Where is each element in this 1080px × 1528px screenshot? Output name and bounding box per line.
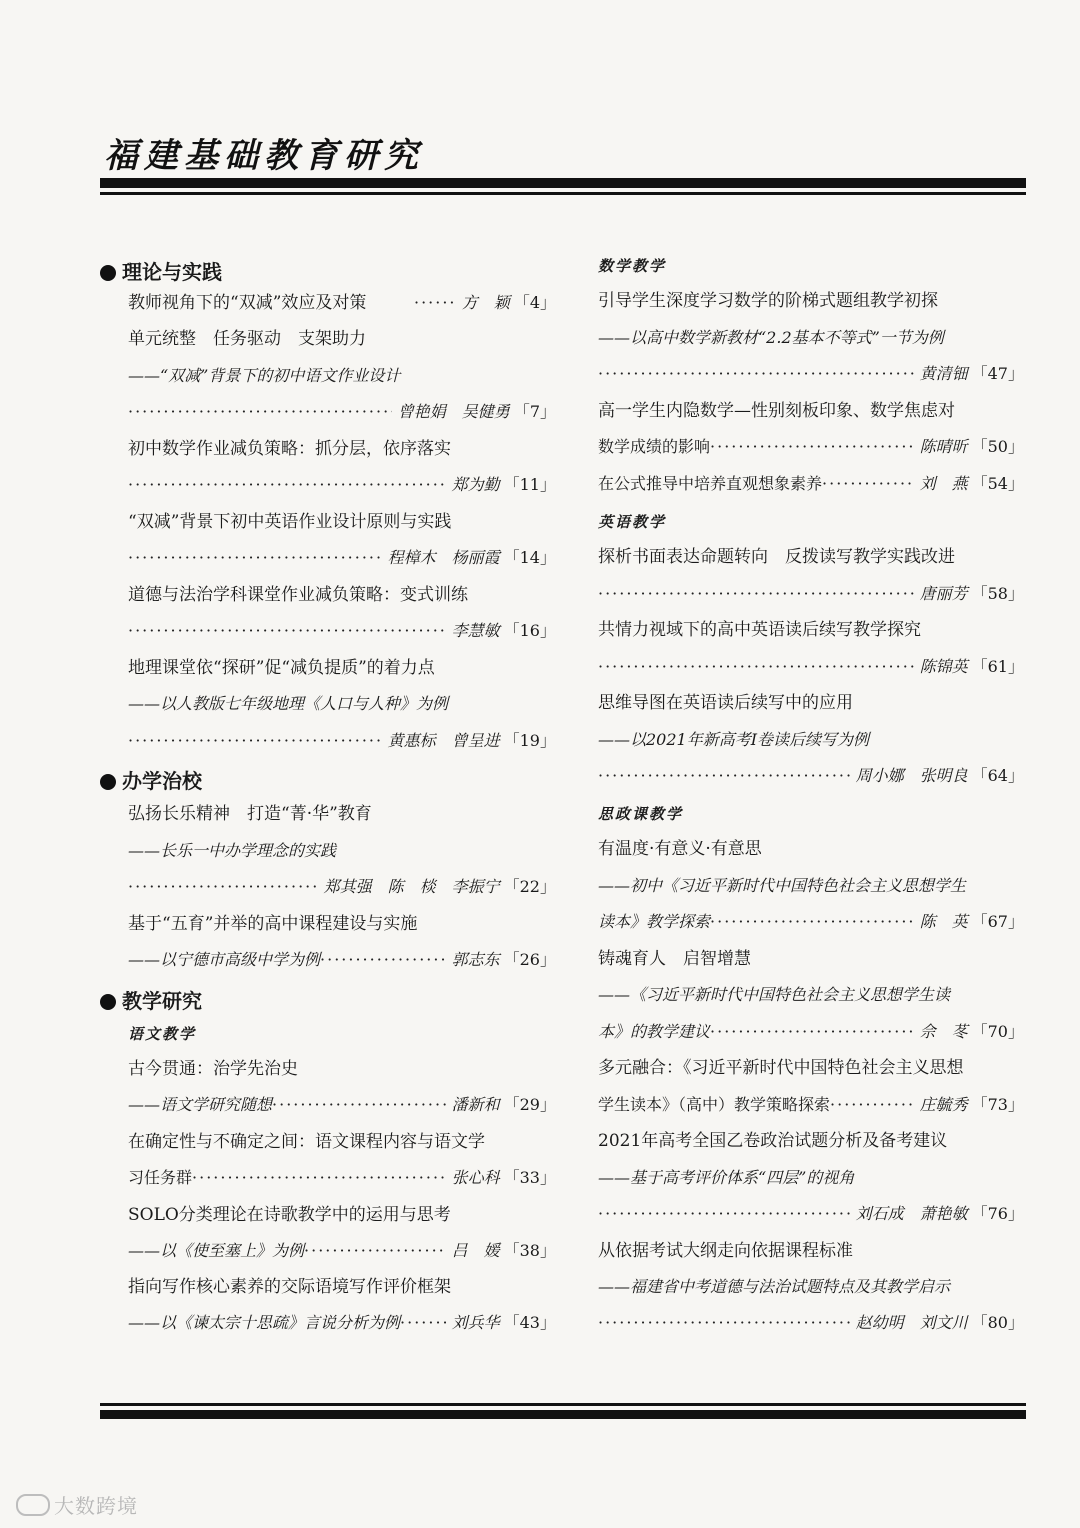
toc-title[interactable]: 从依据考试大纲走向依据课程标准 [598,1241,853,1261]
toc-title-continued: 学生读本》（高中）教学策略探索 [598,1095,831,1114]
toc-leader [128,547,556,569]
subsection-math: 数学教学 [598,257,667,275]
toc-author: 程樟木 杨丽霞 [387,548,500,567]
leader-dots [128,620,446,642]
toc-author: 郑为勤 [451,475,500,494]
bullet-icon [100,994,116,1010]
toc-title[interactable]: 地理课堂依“探研”促“减负提质”的着力点 [128,658,435,678]
toc-author: 唐丽芳 [919,584,968,603]
toc-subtitle: ——以人教版七年级地理《人口与人种》为例 [128,694,449,713]
header-rule-thin [100,192,1026,195]
leader-dots [128,401,392,423]
toc-subtitle: ——基于高考评价体系“四层”的视角 [598,1168,855,1187]
toc-page: 「50」 [971,437,1024,456]
leader-dots [598,583,914,605]
toc-title[interactable]: 基于“五育”并举的高中课程建设与实施 [128,914,418,934]
leader-dots [128,876,318,898]
leader-dots [710,1021,914,1043]
header-rule-thick [100,178,1026,188]
toc-subtitle-continued: 读本》教学探索 [598,912,711,931]
toc-leader [128,474,556,496]
toc-title[interactable]: 共情力视域下的高中英语读后续写教学探究 [598,620,921,640]
leader-dots [128,474,446,496]
toc-page: 「22」 [503,877,556,896]
toc-page: 「70」 [971,1022,1024,1041]
toc-leader [128,1094,556,1116]
toc-title[interactable]: 铸魂育人 启智增慧 [598,949,751,969]
toc-author: 刘 燕 [919,474,968,493]
toc-title[interactable]: 思维导图在英语读后续写中的应用 [598,693,853,713]
toc-author: 曾艳娟 吴健勇 [397,402,510,421]
toc-author: 张心科 [451,1168,500,1187]
bullet-icon [100,265,116,281]
toc-title[interactable]: 在公式推导中培养直观想象素养 [598,474,823,493]
toc-leader [128,401,556,423]
toc-author: 刘兵华 [451,1313,500,1332]
toc-author: 郭志东 [451,950,500,969]
toc-page: 「47」 [971,364,1024,383]
toc-title[interactable]: 引导学生深度学习数学的阶梯式题组教学初探 [598,291,938,311]
toc-title[interactable]: 在确定性与不确定之间：语文课程内容与语文学 [128,1132,485,1152]
toc-author: 赵幼明 刘文川 [855,1313,968,1332]
toc-leader [128,620,556,642]
toc-page: 「64」 [971,766,1024,785]
leader-dots [822,473,914,495]
toc-author: 周小娜 张明良 [855,766,968,785]
toc-leader [128,876,556,898]
bullet-icon [100,774,116,790]
toc-subtitle: ——“双减”背景下的初中语文作业设计 [128,366,401,385]
leader-dots [414,292,456,314]
toc-author: 黄清钿 [919,364,968,383]
toc-leader [598,1203,1024,1225]
section-theory-practice: 理论与实践 [100,256,222,285]
toc-title[interactable]: “双减”背景下初中英语作业设计原则与实践 [128,512,452,532]
toc-author: 黄惠标 曾呈进 [387,731,500,750]
toc-title-continued: 习任务群 [128,1168,193,1187]
toc-leader [598,1094,1024,1116]
footer-rule-thick [100,1410,1026,1419]
masthead-title: 福建基础教育研究 [104,136,424,176]
leader-dots [272,1094,446,1116]
toc-title[interactable]: 道德与法治学科课堂作业减负策略：变式训练 [128,585,468,605]
leader-dots [830,1094,914,1116]
footer-rule-thin [100,1403,1026,1406]
toc-author: 刘石成 萧艳敏 [855,1204,968,1223]
toc-title-continued: 数学成绩的影响 [598,437,711,456]
toc-leader [598,656,1024,678]
toc-leader [598,436,1024,458]
leader-dots [710,436,914,458]
toc-subtitle: ——以《谏太宗十思疏》言说分析为例 [128,1313,401,1332]
section-school-management: 办学治校 [100,765,202,794]
toc-title[interactable]: 古今贯通：治学先治史 [128,1059,298,1079]
leader-dots [598,1312,850,1334]
toc-page: 「4」 [513,293,556,312]
toc-title[interactable]: 探析书面表达命题转向 反拨读写教学实践改进 [598,547,955,567]
toc-leader [598,1312,1024,1334]
toc-subtitle: ——长乐一中办学理念的实践 [128,841,337,860]
toc-page: 「7」 [513,402,556,421]
toc-author: 陈 英 [919,912,968,931]
toc-author: 李慧敏 [451,621,500,640]
section-teaching-research: 教学研究 [100,985,202,1014]
toc-author: 潘新和 [451,1095,500,1114]
leader-dots [128,730,382,752]
toc-page: 「61」 [971,657,1024,676]
toc-title[interactable]: 单元统整 任务驱动 支架助力 [128,329,366,349]
toc-author: 吕 媛 [451,1241,500,1260]
toc-page: 「19」 [503,731,556,750]
leader-dots [598,765,850,787]
toc-leader [598,1021,1024,1043]
toc-page: 「16」 [503,621,556,640]
toc-subtitle: ——以2021年新高考Ⅰ卷读后续写为例 [598,730,870,749]
toc-page: 「73」 [971,1095,1024,1114]
toc-title[interactable]: 2021年高考全国乙卷政治试题分析及备考建议 [598,1131,948,1151]
leader-dots [192,1167,446,1189]
toc-leader [598,583,1024,605]
toc-title[interactable]: 高一学生内隐数学—性别刻板印象、数学焦虑对 [598,401,955,421]
toc-leader [128,1240,556,1262]
subsection-chinese: 语文教学 [128,1025,197,1043]
toc-page: 「29」 [503,1095,556,1114]
leader-dots [710,911,914,933]
toc-title[interactable]: 多元融合：《习近平新时代中国特色社会主义思想 [598,1058,964,1078]
toc-subtitle-continued: 本》的教学建议 [598,1022,711,1041]
toc-page: 「38」 [503,1241,556,1260]
toc-author: 佘 苳 [919,1022,968,1041]
toc-leader [598,473,1024,495]
toc-page: 「54」 [971,474,1024,493]
toc-author: 庄毓秀 [919,1095,968,1114]
toc-leader [128,730,556,752]
toc-page: 「14」 [503,548,556,567]
leader-dots [598,656,914,678]
toc-leader [128,949,556,971]
leader-dots [598,1203,850,1225]
toc-page: 「43」 [503,1313,556,1332]
toc-page: 「26」 [503,950,556,969]
leader-dots [128,547,382,569]
toc-page: 「11」 [503,475,556,494]
toc-title[interactable]: 有温度·有意义·有意思 [598,839,762,859]
toc-subtitle: ——以《使至塞上》为例 [128,1241,305,1260]
toc-leader [598,911,1024,933]
toc-subtitle: ——福建省中考道德与法治试题特点及其教学启示 [598,1277,951,1296]
watermark: 大数跨境 [16,1490,138,1519]
toc-author: 方 颖 [461,293,510,312]
toc-title[interactable]: 指向写作核心素养的交际语境写作评价框架 [128,1277,451,1297]
toc-title[interactable]: 教师视角下的“双减”效应及对策 [128,293,367,313]
leader-dots [304,1240,446,1262]
toc-author: 郑其强 陈 棪 李振宁 [323,877,500,896]
leader-dots [598,363,914,385]
leader-dots [320,949,446,971]
toc-page: 「80」 [971,1313,1024,1332]
toc-subtitle: ——以宁德市高级中学为例 [128,950,321,969]
toc-subtitle: ——初中《习近平新时代中国特色社会主义思想学生 [598,876,967,895]
subsection-politics: 思政课教学 [598,805,684,823]
toc-page: 「33」 [503,1168,556,1187]
toc-leader [598,765,1024,787]
toc-author: 陈锦英 [919,657,968,676]
toc-subtitle: ——以高中数学新教材“2.2基本不等式”一节为例 [598,328,944,347]
toc-leader [598,363,1024,385]
toc-author: 陈晴昕 [919,437,968,456]
toc-leader [128,1312,556,1334]
toc-title[interactable]: 弘扬长乐精神 打造“菁·华”教育 [128,804,372,824]
toc-title[interactable]: 初中数学作业减负策略：抓分层，依序落实 [128,439,451,459]
toc-leader [128,1167,556,1189]
subsection-english: 英语教学 [598,513,667,531]
watermark-logo-icon [16,1494,50,1516]
toc-subtitle: ——语文学研究随想 [128,1095,273,1114]
toc-page: 「67」 [971,912,1024,931]
toc-leader [414,292,556,314]
toc-page: 「76」 [971,1204,1024,1223]
toc-page: 「58」 [971,584,1024,603]
leader-dots [400,1312,446,1334]
toc-title[interactable]: SOLO分类理论在诗歌教学中的运用与思考 [128,1205,451,1225]
toc-subtitle: ——《习近平新时代中国特色社会主义思想学生读 [598,985,951,1004]
